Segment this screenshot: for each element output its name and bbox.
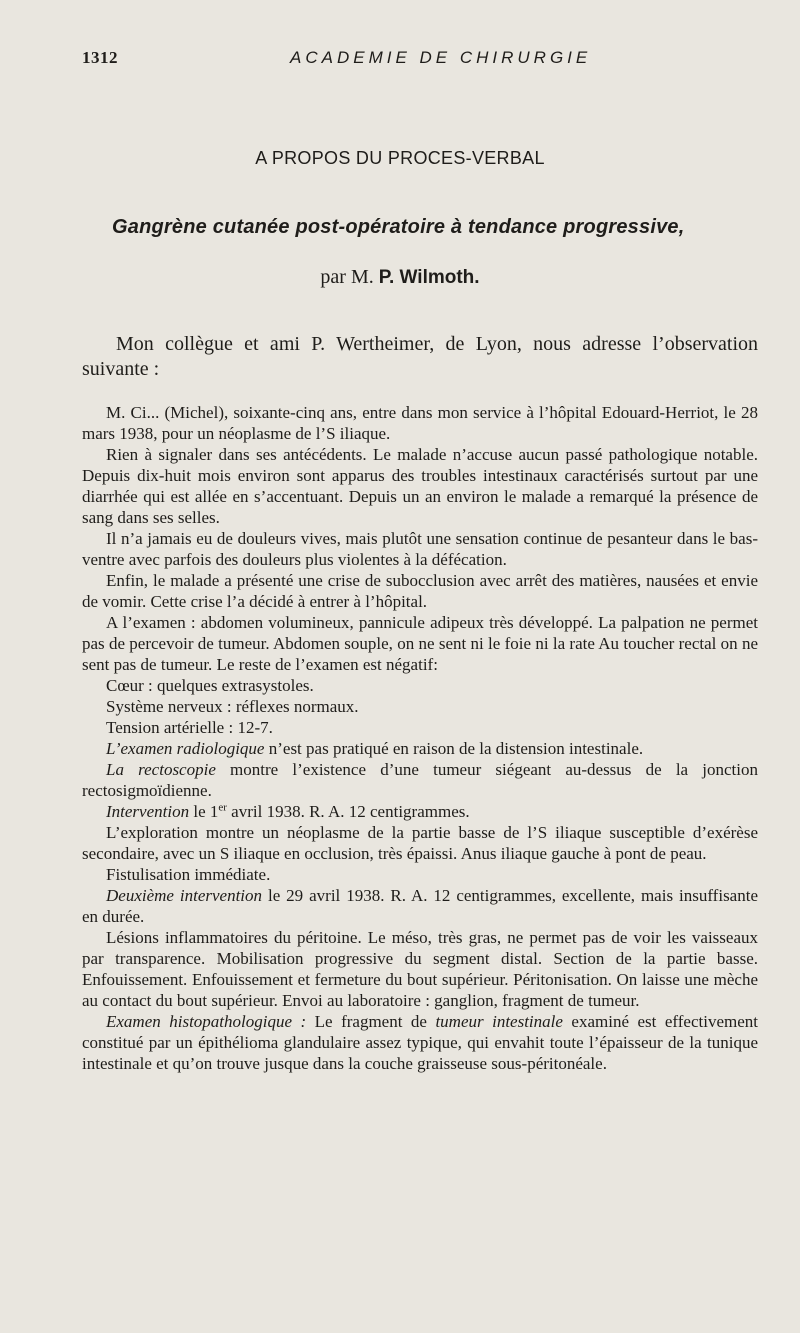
author-name: P. Wilmoth. — [378, 267, 480, 288]
journal-title: ACADEMIE DE CHIRURGIE — [290, 48, 592, 67]
rectoscopy-text: montre l’existence d’une tumeur siégeant au-dessus de la jonction rectosigmoïdienne. — [82, 760, 759, 800]
histopathology-text-a: Le fragment de — [306, 1012, 436, 1031]
histopathology-text-b: examiné est effectivement constitué par un épithélioma glandulaire assez typique, qui envahit toute l’épaisseur de la tunique intestinale et qu’on trouve jusque dans la couche graisseuse sous-péritonéale. — [82, 1012, 758, 1073]
second-intervention-text: le 29 avril 1938. R. A. 12 centigrammes, excellente, mais insuffisante en durée. — [82, 886, 758, 926]
rectoscopy-paragraph — [82, 759, 758, 801]
intervention-text-a: le 1 — [189, 802, 219, 821]
paragraph: Il n’a jamais eu de douleurs vives, mais plutôt une sensation continue de pesanteur dans le bas-ventre avec parfois des douleurs plus violentes à la défécation. — [82, 529, 758, 569]
intervention-label: Intervention — [106, 802, 190, 821]
observation-body — [82, 402, 758, 1074]
paragraph: Cœur : quelques extrasystoles. — [106, 676, 314, 695]
intervention-text-b: avril 1938. R. A. 12 centigrammes. — [226, 802, 470, 821]
byline-prefix: par M. — [320, 266, 374, 288]
paragraph: Rien à signaler dans ses antécédents. Le malade n’accuse aucun passé pathologique notable. Depuis dix-huit mois environ sont apparus des troubles intestinaux caractérisés surtout par une diarrhée qui est allée en s’accentuant. Depuis un an environ le malade a remarqué la présence de sang dans ses selles. — [82, 445, 758, 527]
running-head — [82, 48, 760, 72]
histopathology-label: Examen histopathologique : — [106, 1012, 307, 1031]
paragraph: Fistulisation immédiate. — [106, 865, 271, 884]
paragraph: Lésions inflammatoires du péritoine. Le méso, très gras, ne permet pas de voir les vaisseaux par transparence. Mobilisation progressive du segment distal. Section de la partie basse. Enfouissement. Enfouissement et fermeture du bout supérieur. Péritonisation. On laisse une mèche au contact du bout supérieur. Envoi au laboratoire : ganglion, fragment de tumeur. — [82, 928, 758, 1010]
intro-paragraph: Mon collègue et ami P. Wertheimer, de Lyon, nous adresse l’observation suivante : — [82, 333, 758, 380]
radiology-paragraph — [82, 738, 758, 759]
second-intervention-paragraph — [82, 885, 758, 927]
article-title: Gangrène cutanée post-opératoire à tendance progressive, — [112, 216, 685, 238]
radiology-label: L’examen radiologique — [106, 739, 265, 758]
paragraph: Enfin, le malade a présenté une crise de subocclusion avec arrêt des matières, nausées et envie de vomir. Cette crise l’a décidé à entrer à l’hôpital. — [82, 571, 758, 611]
byline — [0, 266, 800, 289]
ordinal-superscript: er — [218, 801, 227, 814]
paragraph: Système nerveux : réflexes normaux. — [106, 697, 359, 716]
paragraph: Tension artérielle : 12-7. — [106, 718, 273, 737]
second-intervention-label: Deuxième intervention — [106, 886, 263, 905]
rectoscopy-label: La rectoscopie — [106, 760, 216, 779]
histopathology-paragraph — [82, 1011, 758, 1074]
section-title: A PROPOS DU PROCES-VERBAL — [255, 148, 545, 168]
paragraph: L’exploration montre un néoplasme de la partie basse de l’S iliaque susceptible d’exérèse secondaire, avec un S iliaque en occlusion, très épaissi. Anus iliaque gauche à pont de peau. — [82, 823, 758, 863]
paragraph: A l’examen : abdomen volumineux, pannicule adipeux très développé. La palpation ne permet pas de percevoir de tumeur. Abdomen souple, on ne sent ni le foie ni la rate Au toucher rectal on ne sent pas de tumeur. Le reste de l’examen est négatif: — [82, 613, 758, 674]
page-number: 1312 — [82, 48, 118, 67]
paragraph: M. Ci... (Michel), soixante-cinq ans, entre dans mon service à l’hôpital Edouard-Herriot, le 28 mars 1938, pour un néoplasme de l’S iliaque. — [82, 403, 758, 443]
tumor-label: tumeur intestinale — [435, 1012, 563, 1031]
intervention-paragraph — [82, 801, 758, 822]
radiology-text: n’est pas pratiqué en raison de la distension intestinale. — [264, 739, 644, 758]
